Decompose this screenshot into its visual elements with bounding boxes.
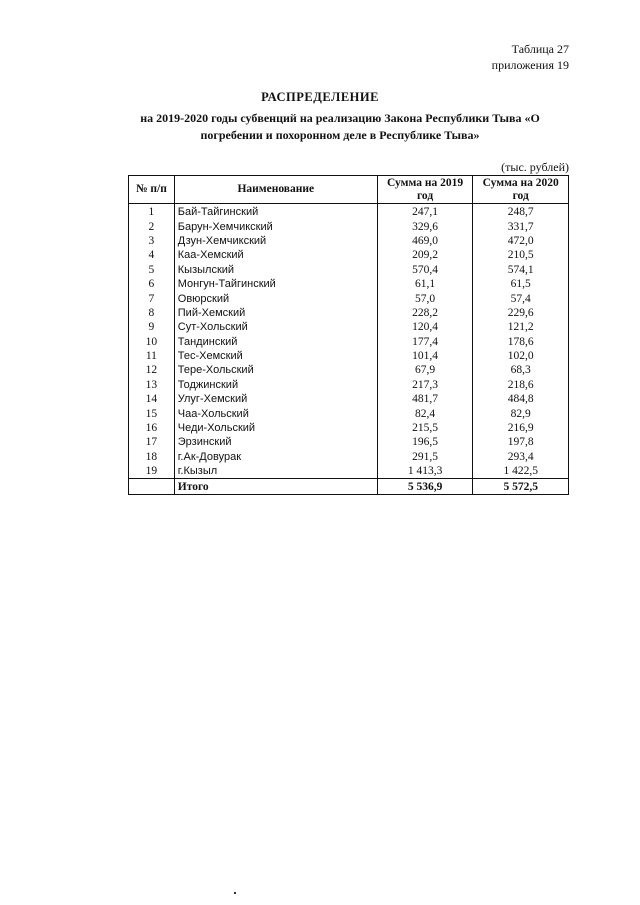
amount-2020: 331,7: [473, 219, 569, 233]
scan-speck: [234, 892, 236, 894]
amount-2020: 229,6: [473, 306, 569, 320]
district-name: Монгун-Тайгинский: [174, 277, 377, 291]
amount-2019: 196,5: [377, 435, 473, 449]
table-row: [129, 363, 569, 377]
amount-2019: 209,2: [377, 248, 473, 262]
district-name: Кызылский: [174, 263, 377, 277]
district-name: г.Ак-Довурак: [174, 450, 377, 464]
amount-2020: 82,9: [473, 406, 569, 420]
amount-2020: 216,9: [473, 421, 569, 435]
district-name: Сут-Хольский: [174, 320, 377, 334]
table-row: [129, 234, 569, 248]
district-name: Эрзинский: [174, 435, 377, 449]
row-number: 19: [129, 464, 175, 479]
amount-2020: 102,0: [473, 349, 569, 363]
row-number: 10: [129, 335, 175, 349]
table-row: [129, 464, 569, 479]
amount-2019: 120,4: [377, 320, 473, 334]
table-row: [129, 435, 569, 449]
district-name: Тандинский: [174, 335, 377, 349]
district-name: Каа-Хемский: [174, 248, 377, 262]
table-row: [129, 219, 569, 233]
document-title: РАСПРЕДЕЛЕНИЕ: [261, 90, 379, 104]
row-number: 15: [129, 406, 175, 420]
amount-2020: 210,5: [473, 248, 569, 262]
units-note: (тыс. рублей): [501, 160, 569, 174]
column-header-number: № п/п: [129, 176, 175, 204]
table-header-row: [129, 176, 569, 204]
row-number: 2: [129, 219, 175, 233]
amount-2020: 574,1: [473, 263, 569, 277]
amount-2019: 57,0: [377, 291, 473, 305]
table-row: [129, 450, 569, 464]
table-row: [129, 306, 569, 320]
table-row: [129, 421, 569, 435]
district-name: Чеди-Хольский: [174, 421, 377, 435]
amount-2020: 178,6: [473, 335, 569, 349]
district-name: Чаа-Хольский: [174, 406, 377, 420]
amount-2019: 61,1: [377, 277, 473, 291]
district-name: Тере-Хольский: [174, 363, 377, 377]
amount-2020: 61,5: [473, 277, 569, 291]
row-number: 4: [129, 248, 175, 262]
row-number: 13: [129, 378, 175, 392]
row-number: 18: [129, 450, 175, 464]
row-number: 7: [129, 291, 175, 305]
column-header-2019: Сумма на 2019 год: [377, 176, 473, 204]
table-row: [129, 349, 569, 363]
total-row: [129, 479, 569, 495]
column-header-2020: Сумма на 2020 год: [473, 176, 569, 204]
amount-2020: 218,6: [473, 378, 569, 392]
amount-2019: 291,5: [377, 450, 473, 464]
amount-2019: 1 413,3: [377, 464, 473, 479]
district-name: Бай-Тайгинский: [174, 204, 377, 220]
table-row: [129, 392, 569, 406]
row-number: 12: [129, 363, 175, 377]
amount-2020: 68,3: [473, 363, 569, 377]
table-row: [129, 248, 569, 262]
amount-2019: 101,4: [377, 349, 473, 363]
table-body: [129, 204, 569, 479]
table-row: [129, 406, 569, 420]
row-number: 5: [129, 263, 175, 277]
amount-2020: 484,8: [473, 392, 569, 406]
amount-2019: 481,7: [377, 392, 473, 406]
table-row: [129, 263, 569, 277]
row-number: 1: [129, 204, 175, 220]
amount-2020: 248,7: [473, 204, 569, 220]
amount-2020: 121,2: [473, 320, 569, 334]
district-name: Улуг-Хемский: [174, 392, 377, 406]
table-number: Таблица 27: [511, 42, 569, 56]
document-subtitle: на 2019-2020 годы субвенций на реализацию Закона Республики Тыва «О погребении и похоронном деле в Республике Тыва»: [140, 111, 540, 142]
amount-2019: 469,0: [377, 234, 473, 248]
row-number: 14: [129, 392, 175, 406]
table-row: [129, 291, 569, 305]
amount-2020: 472,0: [473, 234, 569, 248]
amount-2020: 57,4: [473, 291, 569, 305]
row-number: 3: [129, 234, 175, 248]
amount-2020: 1 422,5: [473, 464, 569, 479]
district-name: Тоджинский: [174, 378, 377, 392]
table-row: [129, 378, 569, 392]
district-name: Барун-Хемчикский: [174, 219, 377, 233]
amount-2019: 177,4: [377, 335, 473, 349]
total-2020: 5 572,5: [473, 479, 569, 495]
district-name: Дзун-Хемчикский: [174, 234, 377, 248]
total-2019: 5 536,9: [377, 479, 473, 495]
distribution-table: [128, 175, 569, 495]
table-row: [129, 335, 569, 349]
amount-2019: 82,4: [377, 406, 473, 420]
district-name: Пий-Хемский: [174, 306, 377, 320]
amount-2019: 217,3: [377, 378, 473, 392]
amount-2019: 228,2: [377, 306, 473, 320]
table-reference: [492, 41, 569, 73]
amount-2019: 570,4: [377, 263, 473, 277]
amount-2020: 197,8: [473, 435, 569, 449]
table-row: [129, 277, 569, 291]
district-name: Тес-Хемский: [174, 349, 377, 363]
row-number: 17: [129, 435, 175, 449]
column-header-name: Наименование: [174, 176, 377, 204]
amount-2019: 215,5: [377, 421, 473, 435]
total-number-cell: [129, 479, 175, 495]
total-label: Итого: [174, 479, 377, 495]
table-row: [129, 204, 569, 220]
table-row: [129, 320, 569, 334]
amount-2019: 67,9: [377, 363, 473, 377]
row-number: 9: [129, 320, 175, 334]
row-number: 16: [129, 421, 175, 435]
amount-2019: 247,1: [377, 204, 473, 220]
district-name: Овюрский: [174, 291, 377, 305]
amount-2019: 329,6: [377, 219, 473, 233]
row-number: 11: [129, 349, 175, 363]
appendix-number: приложения 19: [491, 58, 569, 72]
row-number: 6: [129, 277, 175, 291]
amount-2020: 293,4: [473, 450, 569, 464]
district-name: г.Кызыл: [174, 464, 377, 479]
row-number: 8: [129, 306, 175, 320]
